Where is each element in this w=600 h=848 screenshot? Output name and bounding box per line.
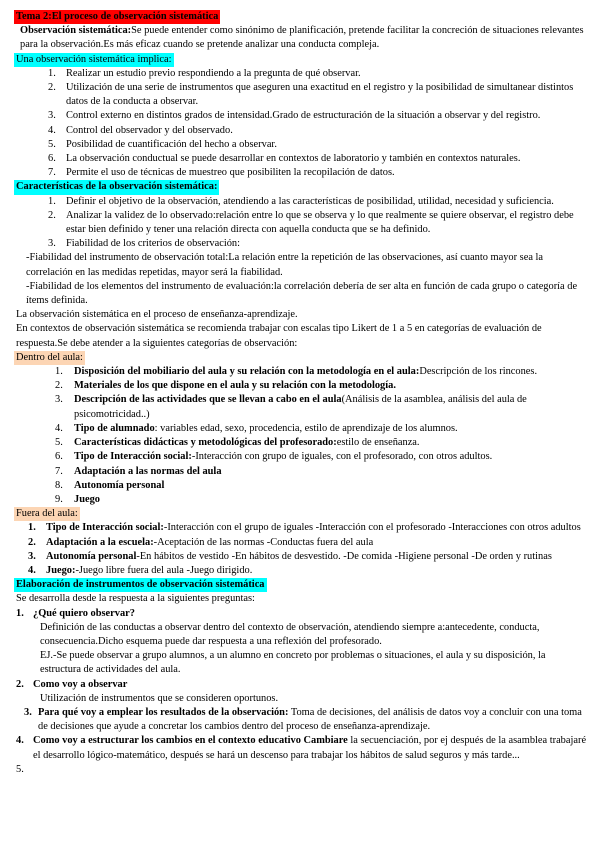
reliability-elements: -Fiabilidad de los elementos del instrumento de evaluación:la correlación debería de ser alta en función de cada grupo o categoría de ítems definida. [26, 280, 578, 307]
list-item: 3. Descripción de las actividades que se llevan a cabo en el aula(Análisis de la asamblea, análisis del aula de psicomotricidad..) [55, 394, 527, 420]
characteristics-heading: Características de la observación sistemática: [14, 180, 219, 194]
list-item: 6. Tipo de Interacción social:-Interacción con grupo de iguales, con el profesorado, con otros adultos. [55, 451, 493, 463]
list-item: 4. Juego:-Juego libre fuera del aula -Juego dirigido. [28, 564, 253, 576]
characteristics-list [16, 195, 588, 252]
list-item: 1. Realizar un estudio previo respondiendo a la pregunta de qué observar. [48, 67, 361, 79]
question-5: 5. [16, 763, 24, 775]
intro-paragraph [16, 24, 588, 52]
instruments-intro: Se desarrolla desde la respuesta a la siguientes preguntas: [16, 593, 255, 605]
question-2-text: Utilización de instrumentos que se consideren oportunos. [40, 692, 279, 704]
list-item: 7. Permite el uso de técnicas de muestreo que posibiliten la recopilación de datos. [48, 167, 395, 179]
question-1-text: Definición de las conductas a observar dentro del contexto de observación, atendiendo siempre a:antecedente, conducta, consecuencia.Dicho esquema puede dar respuesta a una reflexión del profesorado. [40, 621, 540, 647]
list-item: 1. Disposición del mobiliario del aula y su relación con la metodología en el aula:Descripción de los rincones. [55, 366, 538, 378]
list-item: 1. Tipo de Interacción social:-Interacción con el grupo de iguales -Interacción con el profesorado -Interacciones con otros adultos [28, 522, 581, 534]
list-item: 3. Control externo en distintos grados de intensidad.Grado de estructuración de la situación a observar y del registro. [48, 110, 541, 122]
list-item: 2. Analizar la validez de lo observado:relación entre lo que se observa y lo que realmente se quiere observar, el registro debe estar bien definido y tener una relación directa con aquella conducta que se ha definido. [48, 209, 574, 236]
list-item: 3. Autonomía personal-En hábitos de vestido -En hábitos de desvestido. -De comida -Higiene personal -De orden y rutinas [28, 550, 552, 562]
outside-list [16, 521, 588, 578]
list-item: 2. Utilización de una serie de instrumentos que aseguren una exactitud en el registro y la posibilidad de simultanear distintos datos de la conducta a observar. [48, 82, 574, 108]
list-item: 9. Juego [55, 493, 100, 505]
list-item: 2. Adaptación a la escuela:-Aceptación de las normas -Conductas fuera del aula [28, 536, 374, 548]
list-item: 3. Fiabilidad de los criterios de observación: [48, 238, 240, 250]
question-2: 2. Como voy a observar [16, 678, 128, 690]
teaching-line-1: La observación sistemática en el proceso de enseñanza-aprendizaje. [16, 309, 298, 321]
intro-text: Se puede entender como sinónimo de planificación, pretende facilitar la concreción de situaciones relevantes para la observación.Es más eficaz cuando se pretende analizar una conducta compleja. [20, 25, 584, 51]
teaching-line-2: En contextos de observación sistemática se recomienda trabajar con escalas tipo Likert de 1 a 5 en categorías de evaluación de respuesta.Se debe atender a la siguientes categorías de observación: [16, 323, 542, 349]
list-item: 4. Tipo de alumnado: variables edad, sexo, procedencia, estilo de aprendizaje de los alumnos. [55, 422, 458, 434]
question-3: 3. Para qué voy a emplear los resultados de la observación: Toma de decisiones, del análisis de datos voy a concluir con una toma de decisiones que ayude a concretar los cambios dentro del proceso de enseñanza-aprendizaje. [24, 706, 582, 733]
question-1: 1. ¿Qué quiero observar? [16, 607, 135, 619]
question-4: 4. Como voy a estructurar los cambios en el contexto educativo Cambiare la secuenciación, por ej después de la asamblea trabajaré el desarrollo lógico-matemático, después se hará un descenso para trabajar los hábitos de salud seguros y más tarde... [16, 735, 587, 761]
implies-heading: Una observación sistemática implica: [14, 53, 174, 67]
list-item: 7. Adaptación a las normas del aula [55, 465, 222, 477]
list-item: 1. Definir el objetivo de la observación, atendiendo a las características de posibilidad, utilidad, necesidad y suficiencia. [48, 195, 554, 207]
document-title: Tema 2:El proceso de observación sistemática [14, 10, 220, 24]
inside-list [16, 365, 588, 507]
list-item: 6. La observación conductual se puede desarrollar en contextos de laboratorio y también en contextos naturales. [48, 153, 521, 165]
list-item: 5. Posibilidad de cuantificación del hecho a observar. [48, 138, 277, 150]
list-item: 5. Características didácticas y metodológicas del profesorado:estilo de enseñanza. [55, 437, 420, 449]
question-1-example: EJ.-Se puede observar a grupo alumnos, a un alumno en concreto por problemas o situaciones, el aula y su disposición, la estructura de actividades del aula. [40, 650, 546, 676]
inside-heading: Dentro del aula: [14, 351, 85, 365]
list-item: 4. Control del observador y del observado. [48, 124, 233, 136]
reliability-total: -Fiabilidad del instrumento de observación total:La relación entre la repetición de las observaciones, así cuanto mayor sea la correlación en las medidas repetidas, mayor será la fiabilidad. [26, 252, 544, 278]
instruments-heading: Elaboración de instrumentos de observación sistemática [14, 578, 267, 592]
implies-list [16, 67, 588, 181]
list-item: 8. Autonomía personal [55, 479, 165, 491]
outside-heading: Fuera del aula: [14, 507, 80, 521]
list-item: 2. Materiales de los que dispone en el aula y su relación con la metodología. [55, 380, 396, 392]
intro-term: Observación sistemática: [20, 25, 132, 37]
